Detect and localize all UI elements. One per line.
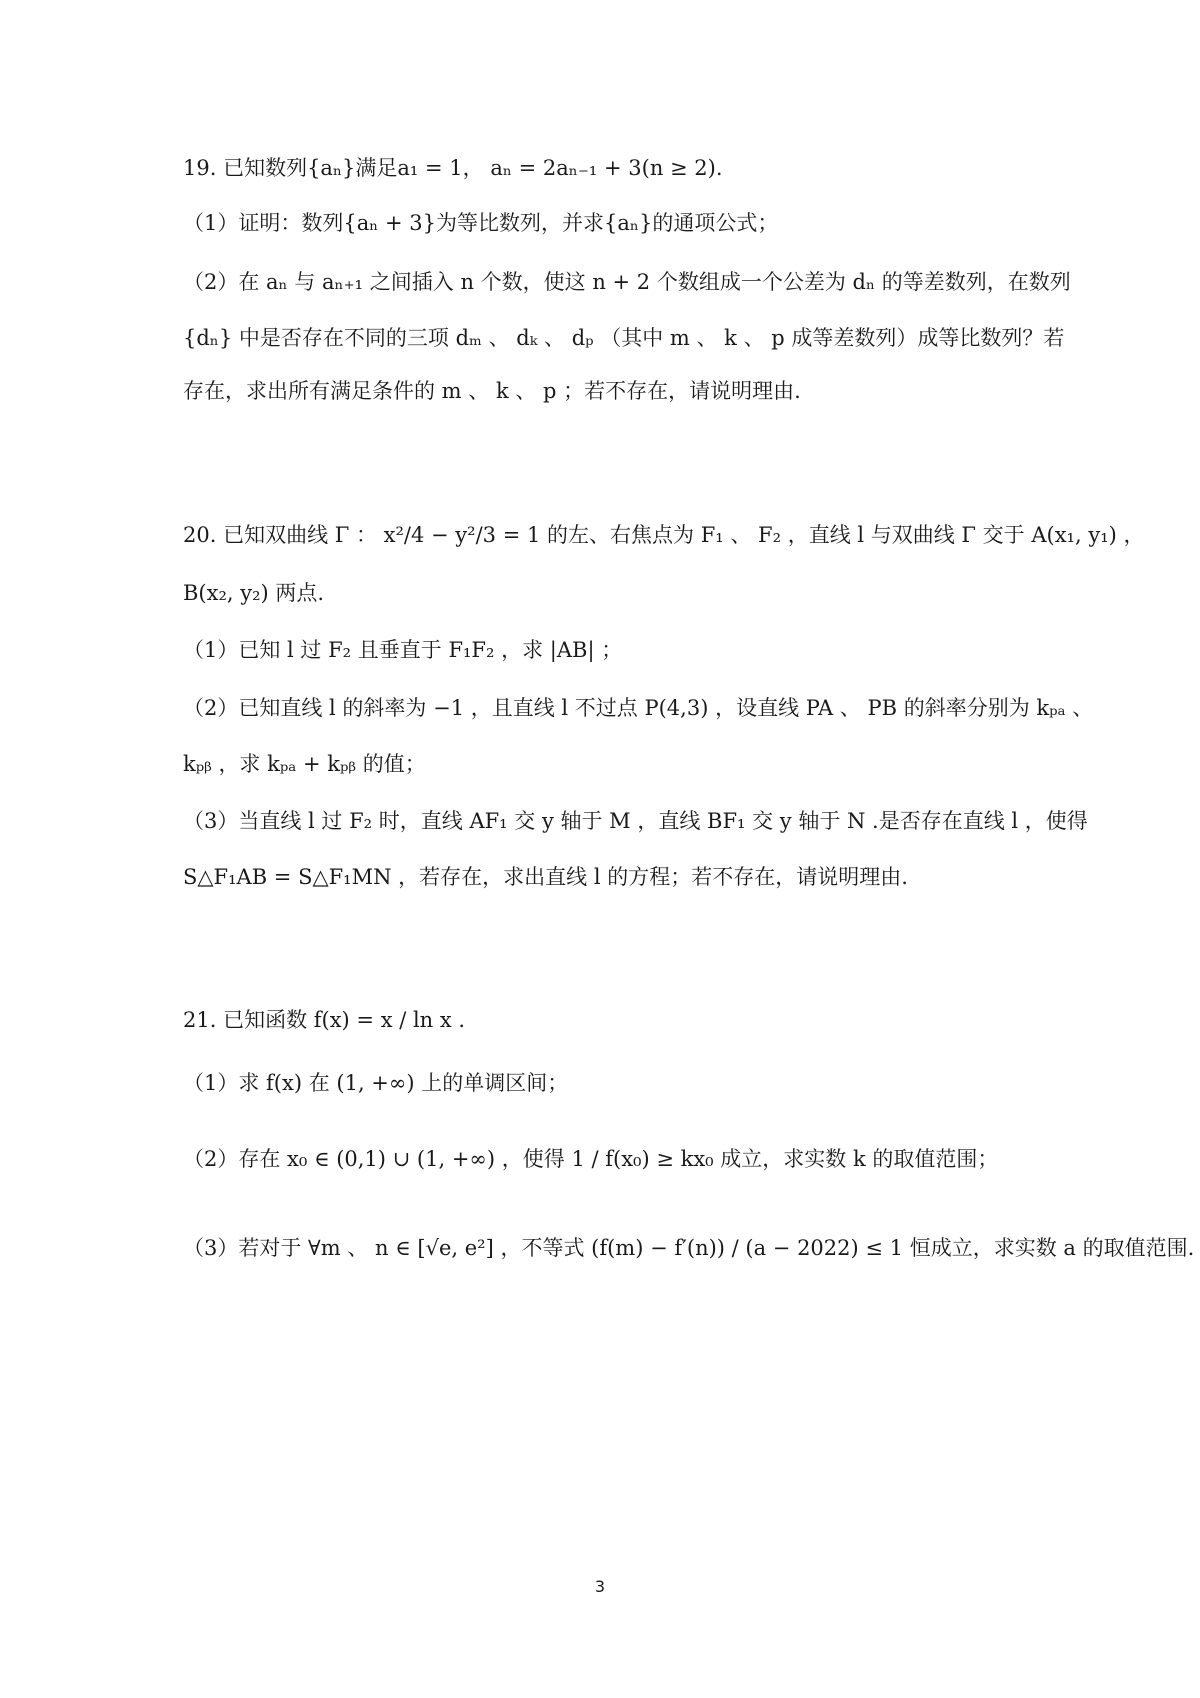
problem-20-stem-line-2: B(x₂, y₂) 两点. [183,581,325,605]
problem-20-part-2-line-2: kₚᵦ ，求 kₚₐ + kₚᵦ 的值； [183,752,426,776]
problem-19-part-1: （1）证明：数列{aₙ + 3}为等比数列，并求{aₙ}的通项公式； [183,211,779,235]
page-number: 3 [594,1577,606,1596]
problem-19-part-2-line-1: （2）在 aₙ 与 aₙ₊₁ 之间插入 n 个数，使这 n + 2 个数组成一个公差为 dₙ 的等差数列，在数列 [183,270,1071,294]
problem-20-stem-line-1: 20. 已知双曲线 Γ ： x²/4 − y²/3 = 1 的左、右焦点为 F₁ 、 F₂ ，直线 l 与双曲线 Γ 交于 A(x₁, y₁) ， [183,523,1145,547]
problem-19-part-2-line-3: 存在，求出所有满足条件的 m 、 k 、 p ；若不存在，请说明理由. [183,379,801,403]
problem-20-part-2-line-1: （2）已知直线 l 的斜率为 −1 ，且直线 l 不过点 P(4,3) ，设直线 PA 、 PB 的斜率分别为 kₚₐ 、 [183,696,1094,720]
problem-21-part-3: （3）若对于 ∀m 、 n ∈ [√e, e²] ，不等式 (f(m) − f′(n)) / (a − 2022) ≤ 1 恒成立，求实数 a 的取值范围. [183,1236,1195,1260]
problem-21-part-2: （2）存在 x₀ ∈ (0,1) ∪ (1, +∞) ，使得 1 / f(x₀) ≥ kx₀ 成立，求实数 k 的取值范围； [183,1147,999,1171]
problem-20-part-3-line-2: S△F₁AB = S△F₁MN ，若存在，求出直线 l 的方程；若不存在，请说明理由. [183,865,908,889]
problem-21-part-1: （1）求 f(x) 在 (1, +∞) 上的单调区间； [183,1071,569,1095]
problem-19-stem: 19. 已知数列{aₙ}满足a₁ = 1， aₙ = 2aₙ₋₁ + 3(n ≥ 2). [183,156,723,180]
problem-20-part-3-line-1: （3）当直线 l 过 F₂ 时，直线 AF₁ 交 y 轴于 M ，直线 BF₁ 交 y 轴于 N .是否存在直线 l ，使得 [183,809,1088,833]
problem-19-part-2-line-2: {dₙ} 中是否存在不同的三项 dₘ 、 dₖ 、 dₚ （其中 m 、 k 、 p 成等差数列）成等比数列？若 [183,326,1065,350]
problem-20-part-1: （1）已知 l 过 F₂ 且垂直于 F₁F₂ ，求 |AB| ； [183,638,623,662]
problem-21-stem: 21. 已知函数 f(x) = x / ln x . [183,1008,466,1032]
